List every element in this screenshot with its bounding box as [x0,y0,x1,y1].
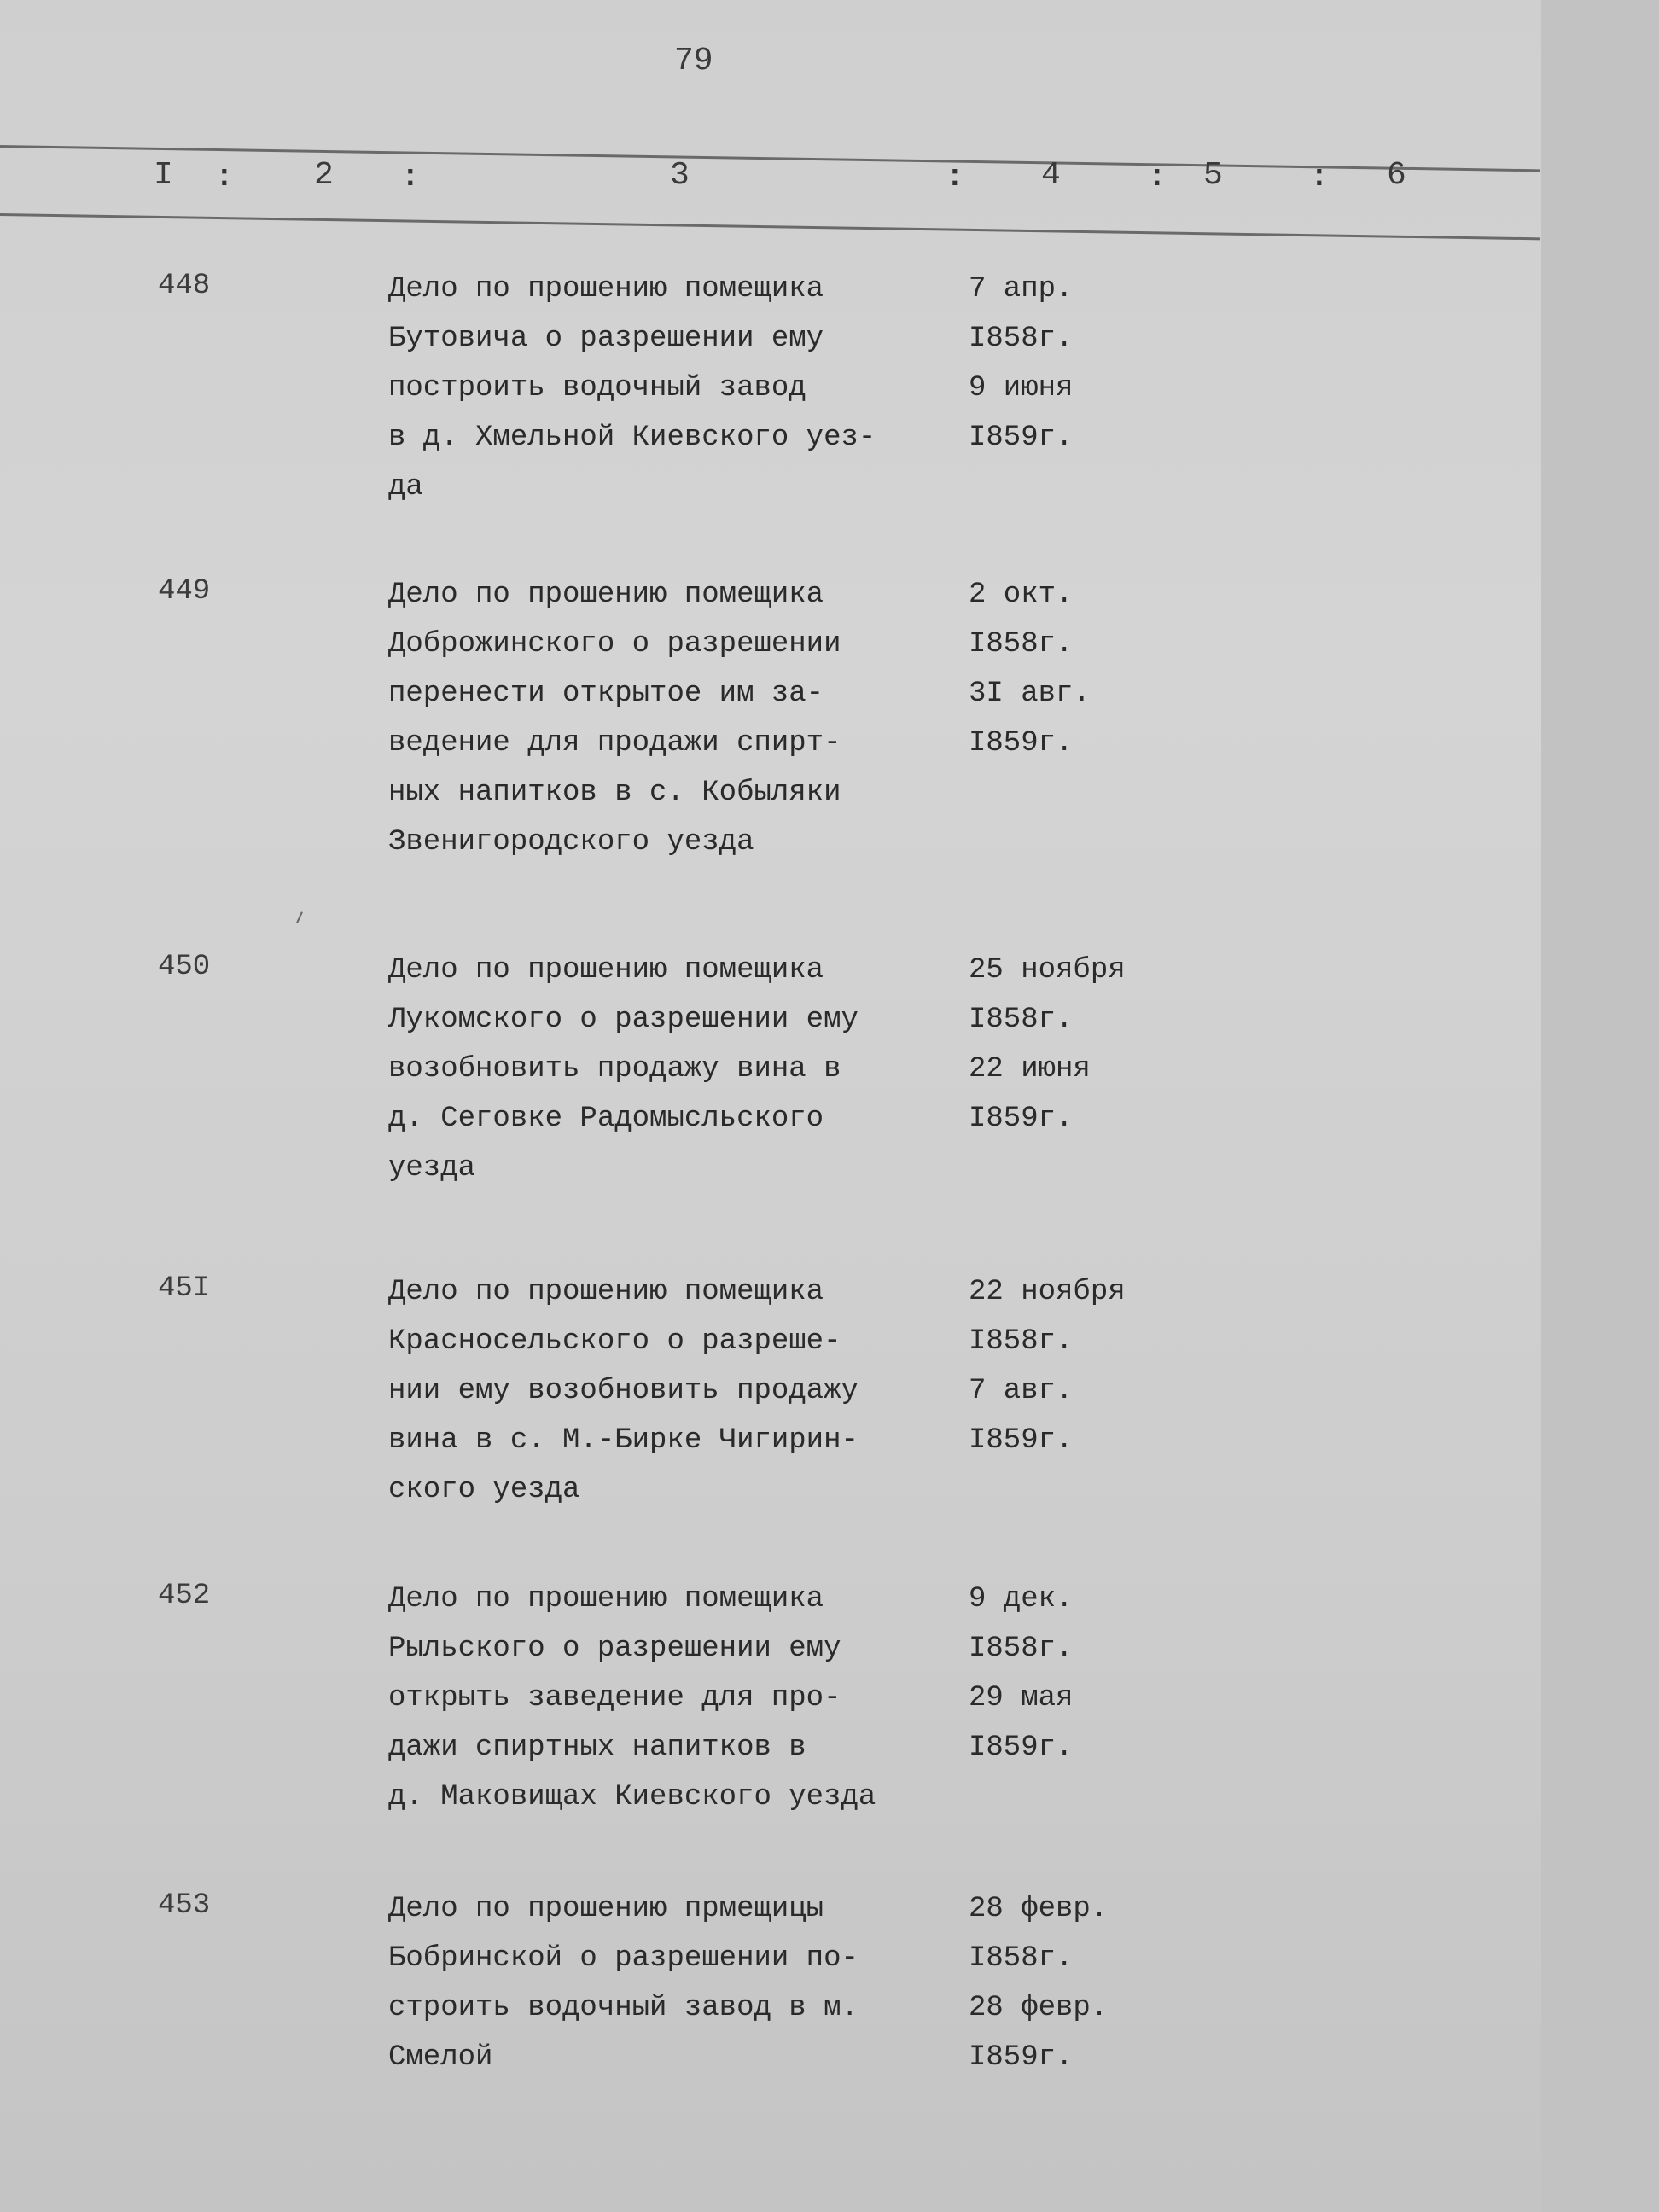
description-line: уезда [388,1152,476,1185]
entry-dates [969,1884,1182,2082]
date-line: I858г. [969,1325,1074,1358]
date-line: I858г. [969,1633,1074,1665]
entry-number: 449 [158,575,211,608]
date-line: I859г. [969,727,1074,760]
entry-number: 453 [158,1889,211,1922]
column-header-3: 3 [670,157,690,194]
column-header-1: I [154,157,173,194]
date-line: 22 июня [969,1053,1091,1086]
date-line: 7 апр. [969,273,1074,306]
entry-dates [969,265,1182,463]
date-line: I859г. [969,1424,1074,1457]
date-line: 25 ноября [969,954,1126,987]
date-line: I859г. [969,2041,1074,2074]
entry-number: 45I [158,1272,211,1305]
date-line: 9 июня [969,372,1074,405]
description-line: нии ему возобновить продажу [388,1375,859,1407]
column-separator: : [946,160,964,195]
date-line: 9 дек. [969,1583,1074,1615]
description-line: вина в с. М.-Бирке Чигирин- [388,1424,859,1457]
description-line: Бобринской о разрешении по- [388,1942,859,1975]
entry-description [388,1575,943,1822]
description-line: Дело по прошению прмещицы [388,1893,824,1925]
description-line: Дело по прошению помещика [388,579,824,611]
entry-description [388,265,943,512]
date-line: 3I авг. [969,678,1091,710]
date-line: 28 февр. [969,1893,1109,1925]
entry-dates [969,1575,1182,1773]
description-line: да [388,471,423,504]
date-line: 22 ноября [969,1276,1126,1308]
entry-description [388,1884,943,2082]
description-line: Бутовича о разрешении ему [388,323,824,355]
description-line: ского уезда [388,1474,580,1506]
column-header-2: 2 [314,157,334,194]
page-number: 79 [674,43,713,79]
date-line: 2 окт. [969,579,1074,611]
description-line: Звенигородского уезда [388,826,754,859]
description-line: ных напитков в с. Кобыляки [388,777,841,809]
column-separator: : [215,160,234,195]
description-line: перенести открытое им за- [388,678,824,710]
date-line: 28 февр. [969,1992,1109,2024]
description-line: ведение для продажи спирт- [388,727,841,760]
column-separator: : [401,160,420,195]
column-separator: : [1310,160,1329,195]
date-line: 7 авг. [969,1375,1074,1407]
description-line: д. Сеговке Радомысльского [388,1103,824,1135]
column-header-6: 6 [1387,157,1406,194]
date-line: I858г. [969,1942,1074,1975]
entry-description [388,570,943,867]
description-line: построить водочный завод [388,372,806,405]
entry-dates [969,570,1182,768]
date-line: I858г. [969,323,1074,355]
date-line: 29 мая [969,1682,1074,1714]
date-line: I859г. [969,1103,1074,1135]
description-line: Дело по прошению помещика [388,954,824,987]
column-header-5: 5 [1203,157,1223,194]
date-line: I858г. [969,1004,1074,1036]
description-line: Лукомского о разрешении ему [388,1004,859,1036]
column-header-4: 4 [1041,157,1061,194]
description-line: в д. Хмельной Киевского уез- [388,422,876,454]
entry-dates [969,946,1182,1144]
description-line: Доброжинского о разрешении [388,628,841,661]
description-line: д. Маковищах Киевского уезда [388,1781,876,1813]
description-line: Дело по прошению помещика [388,273,824,306]
date-line: I859г. [969,422,1074,454]
entry-dates [969,1267,1182,1465]
description-line: Дело по прошению помещика [388,1583,824,1615]
description-line: открыть заведение для про- [388,1682,841,1714]
description-line: Красносельского о разреше- [388,1325,841,1358]
description-line: дажи спиртных напитков в [388,1732,806,1764]
entry-number: 450 [158,951,211,983]
entry-description [388,1267,943,1515]
date-line: I858г. [969,628,1074,661]
column-separator: : [1148,160,1167,195]
underlying-page-edge [1541,0,1659,2212]
description-line: строить водочный завод в м. [388,1992,859,2024]
entry-description [388,946,943,1193]
description-line: Смелой [388,2041,493,2074]
description-line: Дело по прошению помещика [388,1276,824,1308]
description-line: Рыльского о разрешении ему [388,1633,841,1665]
description-line: возобновить продажу вина в [388,1053,841,1086]
entry-number: 452 [158,1580,211,1612]
date-line: I859г. [969,1732,1074,1764]
entry-number: 448 [158,270,211,302]
